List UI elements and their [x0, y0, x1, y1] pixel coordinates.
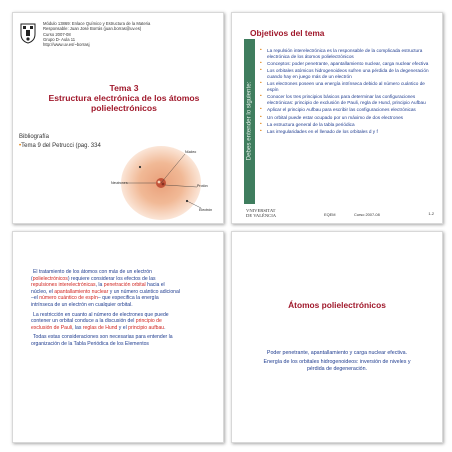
text-run: y el [117, 324, 129, 331]
list-item [260, 107, 436, 113]
item-text: Los orbitales atómicos hidrogenoideos sufren una pérdida de la degeneración cuando hay en juego más de un electrón [267, 68, 429, 79]
paragraph [31, 269, 181, 309]
label-nucleus: Núcleo [185, 150, 197, 154]
highlight-run: reglas de Hund [82, 324, 118, 331]
slide-1-thumbnail[interactable] [12, 12, 224, 224]
footer-course: EQEM [324, 212, 336, 217]
bullet-icon: • [260, 107, 262, 113]
item-text: La estructura general de la tabla periódica [267, 121, 355, 127]
header-line: Curso 2007-08 [43, 31, 71, 37]
slide-title: Objetivos del tema [250, 28, 325, 38]
bibliography-text: Tema 9 del Petrucci (pag. 334 [21, 143, 101, 149]
bibliography-heading: Bibliografía [19, 134, 50, 140]
slide-title: Átomos polielectrónicos [288, 300, 386, 310]
paragraph: Todas estas consideraciones son necesarias para entender la organización de la Tabla Periódica de los Elementos [31, 334, 173, 347]
list-item [260, 61, 436, 67]
bullet-icon: • [260, 121, 262, 127]
slide-2-thumbnail[interactable] [231, 12, 443, 224]
highlight-run: número cuántico de espín [39, 295, 98, 302]
page-number: 1-2 [428, 211, 434, 216]
text-run: hacia el núcleo, el [31, 282, 165, 295]
bullet-icon: • [260, 81, 262, 87]
university-seal-icon [19, 22, 37, 44]
text-run: – que especifica la energía intrínseca de un electrón en cualquier orbital. [31, 295, 159, 308]
slide-title [33, 83, 215, 113]
list-item [260, 48, 436, 59]
text-run: , la [95, 282, 104, 289]
body-text [254, 350, 420, 375]
item-text: Aplicar el principio Aufbau para escribir las configuraciones electrónicas [267, 107, 416, 113]
item-text: Las irregularidades en el llenado de los orbitales d y f [267, 129, 378, 135]
body-text [31, 269, 181, 351]
bibliography-item [19, 143, 101, 149]
label-neutrons: Neutrones [111, 181, 128, 185]
logo-line-1: VNIVERSITAT [246, 208, 276, 213]
body-line-2: Energía de los orbitales hidrogenoideos: inversión de niveles y pérdida de degeneración. [263, 359, 411, 372]
bullet-icon: • [19, 143, 22, 149]
text-run: , las [72, 324, 83, 331]
list-item [260, 115, 436, 121]
highlight-run: penetración orbital [103, 282, 146, 289]
body-line-1: Poder penetrante, apantallamiento y carga nuclear efectiva. [266, 350, 408, 356]
header-line: Responsable: Juan José Borrás (juan.borras@uv.es) [43, 26, 142, 32]
logo-line-2: DE VALÈNCIA [246, 213, 277, 218]
slide-3-thumbnail[interactable] [12, 231, 224, 443]
text-run: y un número cuántico adicional –el [31, 288, 180, 302]
item-text: La repulsión interelectrónica es la responsable de la complicada estructura electrónica de los átomos polielectrónicos [267, 48, 423, 59]
list-item [260, 129, 436, 135]
list-item [260, 81, 436, 92]
list-item [260, 94, 436, 105]
bullet-icon: • [260, 114, 262, 120]
bullet-icon: • [260, 61, 262, 66]
header-line: Grupo D- Aula 11 [43, 36, 76, 42]
title-line-2: Estructura electrónica de los átomos polielectrónicos [48, 93, 200, 113]
text-run: El tratamiento de los átomos con más de un electrón ( [31, 269, 152, 282]
objectives-list [260, 48, 436, 136]
course-header [43, 21, 150, 47]
paragraph [31, 312, 181, 332]
bullet-icon: • [260, 94, 262, 100]
label-protons: Protón [197, 184, 208, 188]
highlight-run: polielectrónicos [32, 275, 68, 282]
university-logo [246, 208, 276, 218]
item-text: Conocer los tres principios básicos para determinar las configuraciones electrónicas: principio de exclusión de Pauli, regla de Hund, principio Aufbau [267, 94, 426, 105]
bullet-icon: • [260, 68, 262, 74]
list-item [260, 68, 436, 79]
item-text: Un orbital puede estar ocupado por un máximo de dos electrones [267, 114, 404, 120]
bullet-icon: • [260, 129, 262, 135]
highlight-run: repulsiones interelectrónicas [31, 282, 96, 289]
highlight-run: principio de exclusión de Pauli [31, 318, 162, 331]
footer-year: Curso 2007-08 [354, 212, 380, 217]
item-text: Los electrones poseen una energía intrínseca debido al número cuántico de espín [267, 81, 425, 92]
atom-illustration [109, 143, 219, 221]
bullet-icon: • [260, 48, 262, 53]
header-line: http://www.uv.es/~borrasj [43, 42, 90, 48]
text-run: La restricción en cuanto al número de electrones que puede contener un orbital conduce a la discusión del [31, 311, 169, 325]
sidebar-text: Debes entender lo siguiente: [245, 81, 253, 161]
highlight-run: apantallamiento nuclear [54, 288, 109, 295]
title-line-1: Tema 3 [109, 83, 139, 93]
text-run: ) requiere considerar los efectos de las [67, 275, 156, 282]
slide-4-thumbnail[interactable] [231, 231, 443, 443]
text-run: . [164, 324, 166, 331]
label-electrons: Electrón [199, 208, 213, 212]
list-item [260, 122, 436, 128]
item-text: Conceptos: poder penetrante, apantallamiento nuclear, carga nuclear efectiva [267, 61, 429, 66]
highlight-run: principio aufbau [128, 324, 165, 331]
header-line: Módulo 13869: Enlace Químico y Estructura de la Materia [43, 21, 151, 26]
